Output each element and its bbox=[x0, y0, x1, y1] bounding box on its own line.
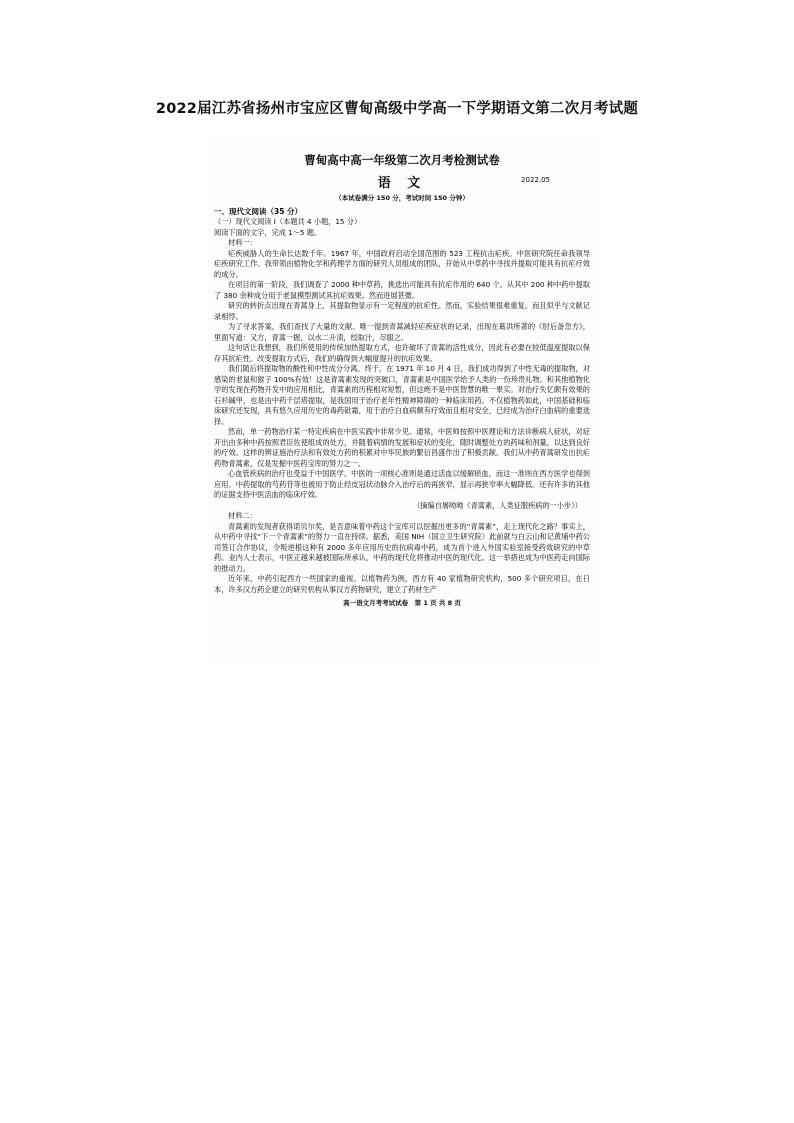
paragraph: 研究的转折点出现在青蒿身上，其提取物显示有一定程度的抗疟性。然而，实验结果很难重复，而且似乎与文献记录相悖。 bbox=[214, 301, 590, 321]
paragraph: 近年来，中药引起西方一些国家的重视。以植物药为例，西方有 40 家植物研究机构，500 多个研究项目，在日本，许多汉方药企建立的研究机构从事汉方药物研究，建立了药材生产 bbox=[214, 574, 590, 594]
paragraph: 疟疾威胁人的生命长达数千年。1967 年，中国政府启动全国范围的 523 工程抗击疟疾。中医研究院任命我领导疟疾研究工作。我带领由植物化学和药理学方面的研究人员组成的团队，开始从中草药中寻找并提取可能具有抗疟疗效的成分。 bbox=[214, 248, 590, 279]
source-citation: （摘编自屠呦呦《青蒿素，人类征服疾病的一小步》） bbox=[413, 500, 582, 510]
document-title: 2022届江苏省扬州市宝应区曹甸高级中学高一下学期语文第二次月考试题 bbox=[155, 101, 639, 117]
instruction: 阅读下面的文字，完成 1～5 题。 bbox=[214, 227, 322, 237]
subject-label: 语 文 bbox=[377, 176, 427, 191]
exam-title: 曹甸高中高一年级第二次月考检测试卷 bbox=[304, 153, 500, 167]
subsection-heading: （一）现代文阅读 I（本题共 4 小题，15 分） bbox=[214, 217, 362, 226]
paragraph: 我们随后将提取物的酸性和中性成分分离。终于，在 1971 年 10 月 4 日，我们成功得到了中性无毒的提取物，对感染的老鼠和猴子 100%有效！这是青蒿素发现的突破口，青蒿素是中国医学给予人类的一份珍贵礼物。和其他植物化学的发现在药物开发中的应用相比，青蒿素的历程相对短暂，但这绝不是中医智慧的唯一果实。对治疗失忆颇有效果的石杉碱甲，也是由中药千层塔提取，是我国用于治疗老年性精神障碍的一种临床用药。不仅植物药如此，中国基础和临床研究还发现，具有悠久应用历史的毒药砒霜，用于治疗白血病颇有疗效而且相对安全，已经成为治疗白血病的重要选择。 bbox=[214, 364, 590, 426]
exam-date: 2022.05 bbox=[521, 176, 550, 184]
page-footer: 高一语文月考考试试卷 第 1 页 共 8 页 bbox=[343, 599, 461, 607]
paragraph: 然而，单一药物治疗某一特定疾病在中医实践中非常少见。通常，中医师按照中医理论和方法诊断病人症状，对症开出由多种中药按照君臣佐使组成的处方，并随着病情的发展和症状的变化，随时调整处方的药味和剂量，以达到良好的疗效。这样的辨证施治疗法和有效处方药的积累对中华民族的繁衍昌盛作出了积极贡献。我们从中药青蒿研发出抗疟药物青蒿素，仅是发掘中医药宝库的努力之一。 bbox=[214, 427, 590, 468]
paragraph: 青蒿素的发现者获得诺贝尔奖，是否意味着中药这个宝库可以挖掘出更多的“青蒿素”，走上现代化之路？事实上，从中药中寻找“下一个青蒿素”的努力一直在持续。据悉，美国 NIH（国立卫生研究院）此前就与白云山和记黄埔中药公司签订合作协议，令叛逆根这种有 2000 多年应用历史的抗病毒中药，成为首个进入外国实验室接受药效研究的中草药。业内人士表示，中医正越来越被国际所承认，中药的现代化将推动中医的现代化。这一举措也成为中医药走向国际的推动力。 bbox=[214, 521, 590, 573]
scanned-exam-page bbox=[206, 140, 598, 662]
material-label: 材料一： bbox=[228, 238, 257, 247]
material-label: 材料二： bbox=[228, 511, 257, 520]
paragraph: 在项目的第一阶段，我们调查了 2000 种中草药，挑选出可能具有抗疟作用的 640 个。从其中 200 种中药中提取了 380 余种成分用于老鼠模型测试其抗疟效果。然而进展甚微。 bbox=[214, 280, 590, 300]
paragraph: 为了寻求答案，我们查找了大量的文献。唯一提到青蒿减轻疟疾症状的记录，出现在葛洪所著的《肘后备急方》，里面写道：又方，青蒿一握，以水二升渍，绞取汁，尽服之。 bbox=[214, 322, 590, 342]
subject-line bbox=[214, 172, 590, 190]
section-heading: 一、现代文阅读（35 分） bbox=[214, 207, 303, 216]
paragraph: 心血管疾病的治疗也受益于中国医学。中医的一项核心准则是通过活血以缓解瘀血，而这一准则在西方医学也得到应用。中药提取的芍药苷等也被用于防止经皮冠状动脉介入治疗后的再狭窄，显示再狭窄率大幅降低。还有许多的其他的证据支持中医活血的临床疗效。 bbox=[214, 469, 590, 499]
exam-note: （本试卷满分 150 分，考试时间 150 分钟） bbox=[335, 194, 469, 202]
paragraph: 这句话让我想到，我们所使用的传统加热提取方式，也许破坏了青蒿的活性成分，因此有必要在较低温度提取以保存其抗疟性。改变提取方式后，我们的确得到大幅度提升的抗疟效果。 bbox=[214, 343, 590, 363]
